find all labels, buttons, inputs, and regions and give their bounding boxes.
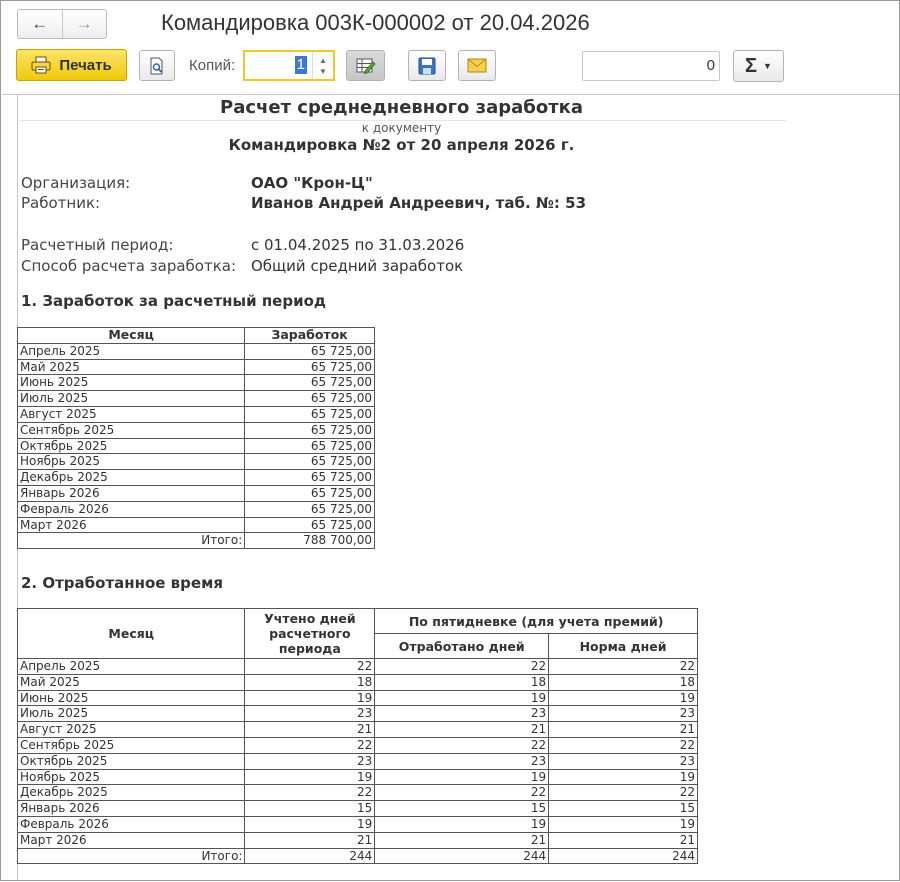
chevron-down-icon[interactable]: ▼ <box>319 66 327 76</box>
cell-month: Октябрь 2025 <box>18 753 245 769</box>
cell-counted-days: 15 <box>245 801 375 817</box>
total-worked-days: 244 <box>375 848 549 864</box>
cell-norm-days: 19 <box>549 690 698 706</box>
copies-value: 1 <box>296 56 305 73</box>
org-label: Организация: <box>21 174 131 192</box>
table-row <box>18 801 698 817</box>
cell-month: Февраль 2026 <box>18 816 245 832</box>
cell-month: Сентябрь 2025 <box>18 737 245 753</box>
cell-month: Ноябрь 2025 <box>18 454 245 470</box>
table-row <box>18 438 375 454</box>
total-label: Итого: <box>18 533 245 549</box>
total-label: Итого: <box>18 848 245 864</box>
table-row <box>18 690 698 706</box>
cell-earnings: 65 725,00 <box>245 454 375 470</box>
cell-norm-days: 19 <box>549 816 698 832</box>
chevron-down-icon: ▼ <box>763 61 772 71</box>
table-row <box>18 769 698 785</box>
table-total-row <box>18 848 698 864</box>
report-document <box>1 1 900 882</box>
cell-earnings: 65 725,00 <box>245 517 375 533</box>
cell-earnings: 65 725,00 <box>245 406 375 422</box>
cell-month: Июнь 2025 <box>18 690 245 706</box>
table-row <box>18 470 375 486</box>
org-value: ОАО "Крон-Ц" <box>251 174 373 192</box>
table-row <box>18 454 375 470</box>
table-row <box>18 785 698 801</box>
table-row <box>18 501 375 517</box>
period-label: Расчетный период: <box>21 236 174 254</box>
cell-earnings: 65 725,00 <box>245 438 375 454</box>
cell-earnings: 65 725,00 <box>245 501 375 517</box>
sum-field: 0 <box>582 51 720 81</box>
table-row <box>18 659 698 675</box>
cell-worked-days: 21 <box>375 832 549 848</box>
cell-month: Июль 2025 <box>18 391 245 407</box>
cell-month: Январь 2026 <box>18 801 245 817</box>
table-row <box>18 422 375 438</box>
section-worktime-title: 2. Отработанное время <box>21 574 223 592</box>
cell-worked-days: 19 <box>375 816 549 832</box>
cell-counted-days: 22 <box>245 785 375 801</box>
table-row <box>18 706 698 722</box>
table-row <box>18 722 698 738</box>
cell-worked-days: 22 <box>375 659 549 675</box>
cell-month: Июль 2025 <box>18 706 245 722</box>
worktime-table <box>17 608 698 864</box>
cell-month: Июнь 2025 <box>18 375 245 391</box>
table-row <box>18 391 375 407</box>
table-row <box>18 517 375 533</box>
cell-earnings: 65 725,00 <box>245 391 375 407</box>
cell-month: Август 2025 <box>18 406 245 422</box>
cell-earnings: 65 725,00 <box>245 359 375 375</box>
cell-earnings: 65 725,00 <box>245 485 375 501</box>
cell-counted-days: 19 <box>245 816 375 832</box>
cell-counted-days: 22 <box>245 659 375 675</box>
table-row <box>18 737 698 753</box>
cell-norm-days: 18 <box>549 674 698 690</box>
cell-worked-days: 21 <box>375 722 549 738</box>
table-row <box>18 753 698 769</box>
cell-month: Май 2025 <box>18 359 245 375</box>
column-header-norm-days: Норма дней <box>549 634 698 659</box>
column-group-five-day-week: По пятидневке (для учета премий) <box>375 609 698 634</box>
cell-month: Март 2026 <box>18 517 245 533</box>
method-label: Способ расчета заработка: <box>21 257 237 275</box>
cell-month: Март 2026 <box>18 832 245 848</box>
table-row <box>18 832 698 848</box>
arrow-right-icon: → <box>75 14 93 33</box>
column-header-worked-days: Отработано дней <box>375 634 549 659</box>
window-title: Командировка 003К-000002 от 20.04.2026 <box>161 10 590 35</box>
cell-earnings: 65 725,00 <box>245 375 375 391</box>
copies-label: Копий: <box>189 57 236 74</box>
cell-worked-days: 15 <box>375 801 549 817</box>
cell-month: Декабрь 2025 <box>18 785 245 801</box>
table-row <box>18 343 375 359</box>
cell-norm-days: 22 <box>549 737 698 753</box>
cell-norm-days: 19 <box>549 769 698 785</box>
cell-norm-days: 21 <box>549 722 698 738</box>
period-value: с 01.04.2025 по 31.03.2026 <box>251 236 465 254</box>
cell-worked-days: 19 <box>375 769 549 785</box>
cell-counted-days: 23 <box>245 706 375 722</box>
cell-worked-days: 19 <box>375 690 549 706</box>
column-header-counted-days: Учтено дней расчетного периода <box>245 609 375 659</box>
table-row <box>18 359 375 375</box>
cell-counted-days: 19 <box>245 769 375 785</box>
cell-month: Август 2025 <box>18 722 245 738</box>
cell-counted-days: 18 <box>245 674 375 690</box>
table-row <box>18 406 375 422</box>
total-norm-days: 244 <box>549 848 698 864</box>
cell-month: Апрель 2025 <box>18 659 245 675</box>
cell-counted-days: 19 <box>245 690 375 706</box>
cell-worked-days: 22 <box>375 785 549 801</box>
print-button-label: Печать <box>59 56 112 74</box>
cell-norm-days: 22 <box>549 659 698 675</box>
cell-month: Сентябрь 2025 <box>18 422 245 438</box>
cell-month: Май 2025 <box>18 674 245 690</box>
column-header-month: Месяц <box>18 609 245 659</box>
chevron-up-icon[interactable]: ▲ <box>319 55 327 65</box>
cell-month: Декабрь 2025 <box>18 470 245 486</box>
method-value: Общий средний заработок <box>251 257 464 275</box>
report-title: Расчет среднедневного заработка <box>220 97 583 118</box>
cell-counted-days: 22 <box>245 737 375 753</box>
column-header-earnings: Заработок <box>245 328 375 344</box>
cell-norm-days: 23 <box>549 706 698 722</box>
cell-month: Апрель 2025 <box>18 343 245 359</box>
cell-norm-days: 15 <box>549 801 698 817</box>
cell-month: Январь 2026 <box>18 485 245 501</box>
cell-month: Ноябрь 2025 <box>18 769 245 785</box>
table-row <box>18 375 375 391</box>
employee-label: Работник: <box>21 194 101 212</box>
cell-counted-days: 23 <box>245 753 375 769</box>
section-earnings-title: 1. Заработок за расчетный период <box>21 292 327 310</box>
cell-worked-days: 22 <box>375 737 549 753</box>
cell-worked-days: 18 <box>375 674 549 690</box>
cell-norm-days: 23 <box>549 753 698 769</box>
cell-worked-days: 23 <box>375 753 549 769</box>
cell-earnings: 65 725,00 <box>245 470 375 486</box>
cell-worked-days: 23 <box>375 706 549 722</box>
cell-month: Февраль 2026 <box>18 501 245 517</box>
sigma-icon: Σ <box>745 54 758 77</box>
cell-norm-days: 21 <box>549 832 698 848</box>
cell-norm-days: 22 <box>549 785 698 801</box>
table-row <box>18 816 698 832</box>
cell-month: Октябрь 2025 <box>18 438 245 454</box>
cell-counted-days: 21 <box>245 722 375 738</box>
column-header-month: Месяц <box>18 328 245 344</box>
employee-value: Иванов Андрей Андреевич, таб. №: 53 <box>251 194 587 212</box>
table-total-row <box>18 533 375 549</box>
total-counted-days: 244 <box>245 848 375 864</box>
cell-earnings: 65 725,00 <box>245 343 375 359</box>
earnings-table <box>17 327 375 549</box>
table-row <box>18 485 375 501</box>
report-document-ref: Командировка №2 от 20 апреля 2026 г. <box>228 136 575 154</box>
cell-earnings: 65 725,00 <box>245 422 375 438</box>
table-row <box>18 674 698 690</box>
arrow-left-icon: ← <box>31 14 49 33</box>
cell-counted-days: 21 <box>245 832 375 848</box>
report-subtitle: к документу <box>361 121 442 135</box>
total-earnings: 788 700,00 <box>245 533 375 549</box>
